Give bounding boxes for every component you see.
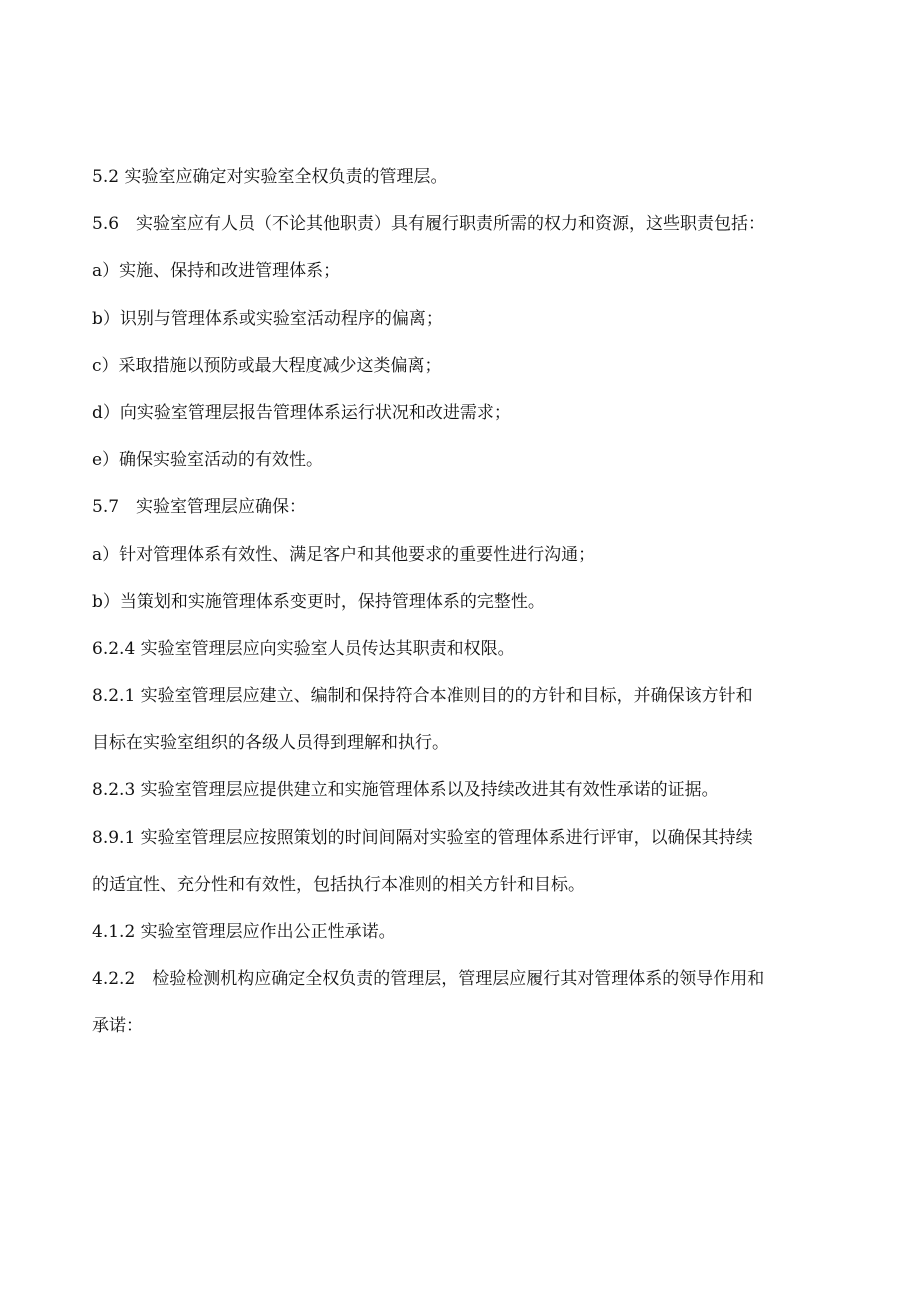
clause-4-2-2: 4.2.2 检验检测机构应确定全权负责的管理层，管理层应履行其对管理体系的领导作用和 bbox=[92, 969, 765, 990]
clause-5-6-item-b: b）识别与管理体系或实验室活动程序的偏离； bbox=[92, 308, 443, 329]
clause-8-2-1: 8.2.1 实验室管理层应建立、编制和保持符合本准则目的的方针和目标，并确保该方针和 bbox=[92, 686, 753, 707]
clause-5-6-item-a: a）实施、保持和改进管理体系； bbox=[92, 261, 341, 282]
clause-5-7-item-b: b）当策划和实施管理体系变更时，保持管理体系的完整性。 bbox=[92, 591, 545, 612]
clause-6-2-4: 6.2.4 实验室管理层应向实验室人员传达其职责和权限。 bbox=[92, 638, 515, 659]
clause-4-2-2-continued: 承诺： bbox=[92, 1016, 143, 1037]
clause-5-6: 5.6 实验室应有人员（不论其他职责）具有履行职责所需的权力和资源，这些职责包括： bbox=[92, 214, 766, 235]
clause-8-2-1-continued: 目标在实验室组织的各级人员得到理解和执行。 bbox=[92, 733, 449, 754]
clause-5-2: 5.2 实验室应确定对实验室全权负责的管理层。 bbox=[92, 167, 448, 187]
clause-8-9-1: 8.9.1 实验室管理层应按照策划的时间间隔对实验室的管理体系进行评审，以确保其持续 bbox=[92, 827, 753, 848]
clause-5-7-item-a: a）针对管理体系有效性、满足客户和其他要求的重要性进行沟通； bbox=[92, 544, 596, 565]
clause-8-9-1-continued: 的适宜性、充分性和有效性，包括执行本准则的相关方针和目标。 bbox=[92, 874, 585, 895]
document-page bbox=[92, 166, 832, 1063]
clause-5-7: 5.7 实验室管理层应确保： bbox=[92, 497, 307, 518]
clause-4-1-2: 4.1.2 实验室管理层应作出公正性承诺。 bbox=[92, 922, 396, 942]
clause-8-2-3: 8.2.3 实验室管理层应提供建立和实施管理体系以及持续改进其有效性承诺的证据。 bbox=[92, 780, 719, 801]
clause-5-6-item-d: d）向实验室管理层报告管理体系运行状况和改进需求； bbox=[92, 402, 511, 423]
clause-5-6-item-c: c）采取措施以预防或最大程度减少这类偏离； bbox=[92, 355, 442, 376]
clause-5-6-item-e: e）确保实验室活动的有效性。 bbox=[92, 450, 324, 471]
